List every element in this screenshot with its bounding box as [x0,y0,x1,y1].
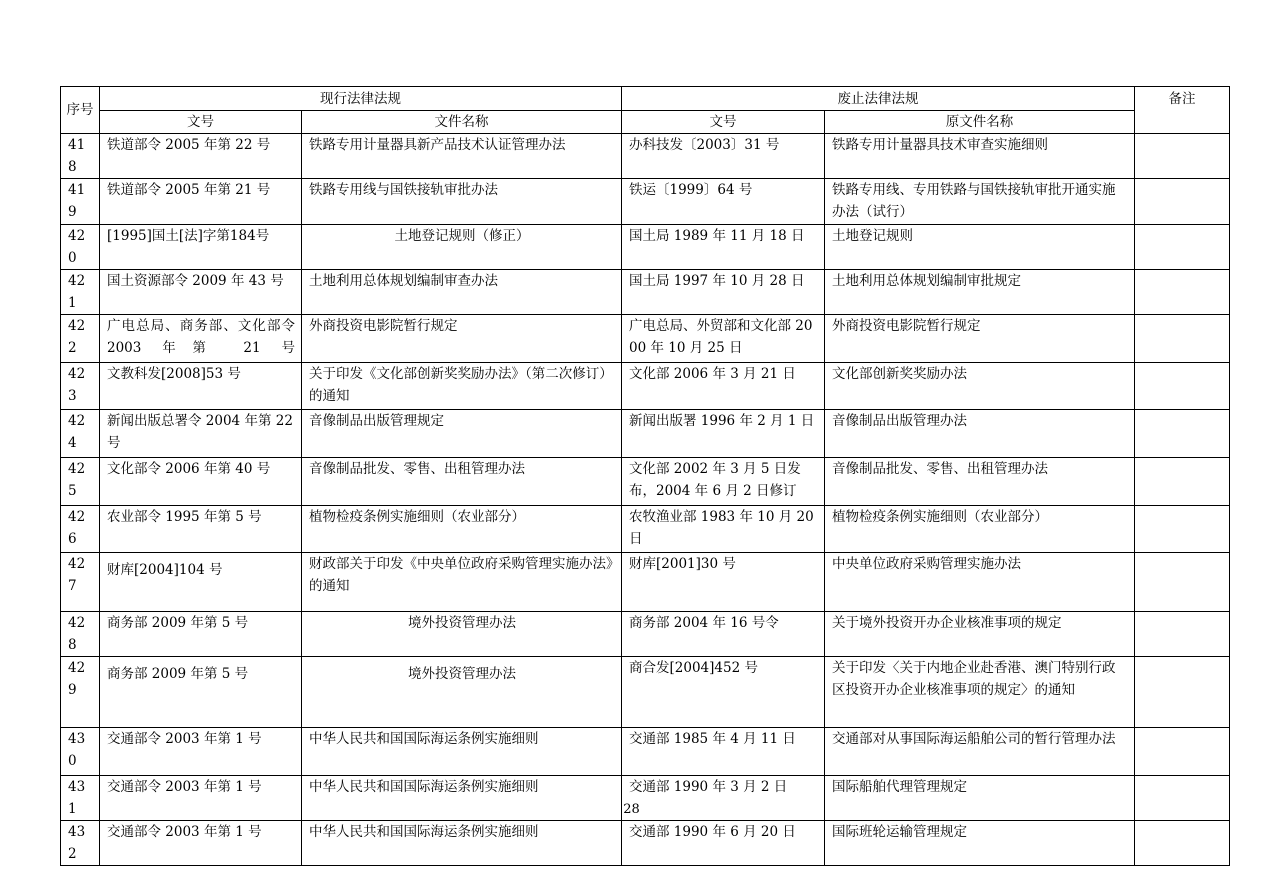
row-remark [1135,821,1230,866]
row-repealed-doc-no: 商合发[2004]452 号 [622,657,825,728]
row-repealed-doc-no: 国土局 1997 年 10 月 28 日 [622,270,825,315]
row-remark [1135,225,1230,270]
table-row [61,270,1230,315]
row-repealed-doc-name: 国际船舶代理管理规定 [825,776,1135,821]
row-remark [1135,179,1230,225]
row-remark [1135,363,1230,410]
row-current-doc-name: 铁路专用线与国铁接轨审批办法 [302,179,622,225]
row-seq: 418 [61,134,100,179]
table-body [61,134,1230,866]
row-current-doc-no: 文化部令 2006 年第 40 号 [100,458,302,506]
row-remark [1135,134,1230,179]
row-repealed-doc-name: 国际班轮运输管理规定 [825,821,1135,866]
row-current-doc-name: 土地登记规则（修正） [302,225,622,270]
row-current-doc-no: 铁道部令 2005 年第 21 号 [100,179,302,225]
row-current-doc-name: 境外投资管理办法 [302,612,622,657]
row-current-doc-name: 关于印发《文化部创新奖奖励办法》（第二次修订）的通知 [302,363,622,410]
row-repealed-doc-name: 植物检疫条例实施细则（农业部分） [825,506,1135,553]
row-seq: 426 [61,506,100,553]
row-current-doc-name: 音像制品批发、零售、出租管理办法 [302,458,622,506]
header-remark: 备注 [1135,87,1230,134]
table-row [61,821,1230,866]
row-current-doc-no: 交通部令 2003 年第 1 号 [100,776,302,821]
row-repealed-doc-no: 农牧渔业部 1983 年 10 月 20 日 [622,506,825,553]
row-repealed-doc-name: 关于境外投资开办企业核准事项的规定 [825,612,1135,657]
header-repealed-laws: 废止法律法规 [622,87,1135,111]
row-repealed-doc-no: 交通部 1990 年 3 月 2 日 [622,776,825,821]
row-repealed-doc-no: 广电总局、外贸部和文化部 2000 年 10 月 25 日 [622,315,825,363]
row-remark [1135,728,1230,776]
row-repealed-doc-name: 铁路专用线、专用铁路与国铁接轨审批开通实施办法（试行） [825,179,1135,225]
row-seq: 424 [61,410,100,458]
table-row [61,410,1230,458]
row-current-doc-name: 植物检疫条例实施细则（农业部分） [302,506,622,553]
table-row [61,728,1230,776]
row-repealed-doc-name: 外商投资电影院暂行规定 [825,315,1135,363]
row-repealed-doc-no: 商务部 2004 年 16 号令 [622,612,825,657]
row-seq: 427 [61,553,100,612]
row-remark [1135,657,1230,728]
row-current-doc-no: 农业部令 1995 年第 5 号 [100,506,302,553]
row-current-doc-name: 中华人民共和国国际海运条例实施细则 [302,776,622,821]
header-seq: 序号 [61,87,100,134]
table-row [61,458,1230,506]
row-seq: 430 [61,728,100,776]
row-current-doc-no: 财库[2004]104 号 [100,553,302,612]
row-remark [1135,553,1230,612]
table-row [61,363,1230,410]
row-seq: 432 [61,821,100,866]
table-row [61,134,1230,179]
row-repealed-doc-name: 土地登记规则 [825,225,1135,270]
row-seq: 431 [61,776,100,821]
row-repealed-doc-no: 文化部 2002 年 3 月 5 日发布，2004 年 6 月 2 日修订 [622,458,825,506]
page-number: 28 [623,802,640,817]
row-repealed-doc-no: 财库[2001]30 号 [622,553,825,612]
row-repealed-doc-name: 音像制品出版管理办法 [825,410,1135,458]
table-header [61,87,1230,134]
table-row [61,553,1230,612]
table-row [61,506,1230,553]
row-repealed-doc-no: 国土局 1989 年 11 月 18 日 [622,225,825,270]
row-remark [1135,458,1230,506]
row-seq: 428 [61,612,100,657]
row-current-doc-no: [1995]国土[法]字第184号 [100,225,302,270]
header-current-doc-no: 文号 [100,111,302,134]
row-current-doc-no: 商务部 2009 年第 5 号 [100,612,302,657]
regulation-table [60,86,1230,866]
row-repealed-doc-name: 中央单位政府采购管理实施办法 [825,553,1135,612]
row-seq: 425 [61,458,100,506]
row-current-doc-no: 交通部令 2003 年第 1 号 [100,821,302,866]
row-repealed-doc-no: 交通部 1990 年 6 月 20 日 [622,821,825,866]
row-seq: 419 [61,179,100,225]
row-repealed-doc-name: 音像制品批发、零售、出租管理办法 [825,458,1135,506]
row-current-doc-name: 境外投资管理办法 [302,657,622,728]
row-current-doc-no: 新闻出版总署令 2004 年第 22 号 [100,410,302,458]
row-current-doc-name: 土地利用总体规划编制审查办法 [302,270,622,315]
row-repealed-doc-name: 铁路专用计量器具技术审查实施细则 [825,134,1135,179]
row-seq: 423 [61,363,100,410]
row-current-doc-name: 外商投资电影院暂行规定 [302,315,622,363]
row-current-doc-no: 铁道部令 2005 年第 22 号 [100,134,302,179]
row-remark [1135,612,1230,657]
row-current-doc-no: 商务部 2009 年第 5 号 [100,657,302,728]
row-repealed-doc-no: 新闻出版署 1996 年 2 月 1 日 [622,410,825,458]
row-current-doc-no: 文教科发[2008]53 号 [100,363,302,410]
row-repealed-doc-no: 文化部 2006 年 3 月 21 日 [622,363,825,410]
row-current-doc-name: 中华人民共和国国际海运条例实施细则 [302,821,622,866]
header-repealed-doc-no: 文号 [622,111,825,134]
row-remark [1135,270,1230,315]
header-current-laws: 现行法律法规 [100,87,622,111]
row-seq: 420 [61,225,100,270]
row-seq: 429 [61,657,100,728]
row-repealed-doc-name: 文化部创新奖奖励办法 [825,363,1135,410]
row-current-doc-name: 财政部关于印发《中央单位政府采购管理实施办法》的通知 [302,553,622,612]
header-repealed-doc-name: 原文件名称 [825,111,1135,134]
row-current-doc-no: 国土资源部令 2009 年 43 号 [100,270,302,315]
row-current-doc-no: 交通部令 2003 年第 1 号 [100,728,302,776]
row-remark [1135,410,1230,458]
table-row [61,225,1230,270]
table-row [61,179,1230,225]
row-current-doc-name: 音像制品出版管理规定 [302,410,622,458]
row-repealed-doc-no: 交通部 1985 年 4 月 11 日 [622,728,825,776]
row-repealed-doc-no: 铁运〔1999〕64 号 [622,179,825,225]
row-repealed-doc-name: 交通部对从事国际海运船舶公司的暂行管理办法 [825,728,1135,776]
header-current-doc-name: 文件名称 [302,111,622,134]
table-row [61,315,1230,363]
table-row [61,612,1230,657]
table-row [61,657,1230,728]
row-repealed-doc-name: 关于印发〈关于内地企业赴香港、澳门特别行政区投资开办企业核准事项的规定〉的通知 [825,657,1135,728]
row-remark [1135,506,1230,553]
row-seq: 421 [61,270,100,315]
row-current-doc-name: 中华人民共和国国际海运条例实施细则 [302,728,622,776]
row-seq: 422 [61,315,100,363]
row-current-doc-name: 铁路专用计量器具新产品技术认证管理办法 [302,134,622,179]
row-repealed-doc-name: 土地利用总体规划编制审批规定 [825,270,1135,315]
row-remark [1135,315,1230,363]
row-current-doc-no: 广电总局、商务部、文化部令 2003 年第 21 号 [100,315,302,363]
row-repealed-doc-no: 办科技发〔2003〕31 号 [622,134,825,179]
